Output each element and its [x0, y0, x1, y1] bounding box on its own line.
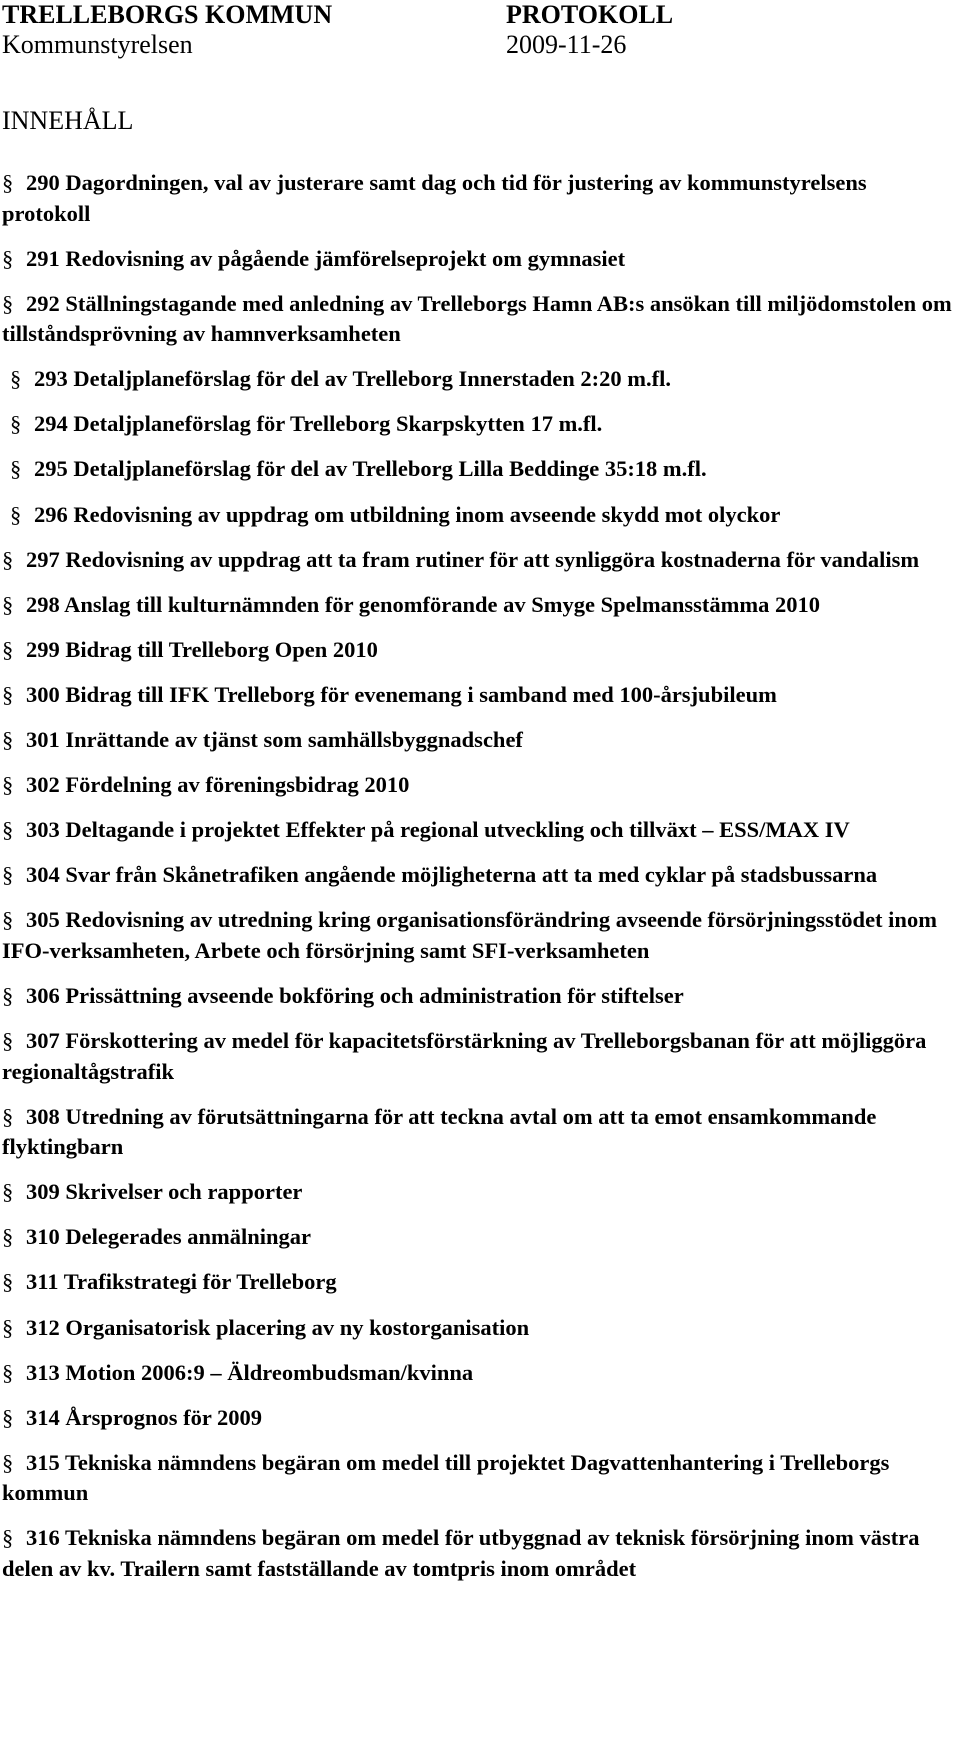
- paragraph-symbol-icon: §: [2, 983, 14, 1008]
- paragraph-symbol-icon: §: [2, 1269, 14, 1295]
- agenda-item: [2, 590, 952, 621]
- paragraph-symbol-icon: §: [2, 727, 14, 753]
- agenda-item-text: 302 Fördelning av föreningsbidrag 2010: [26, 772, 410, 798]
- agenda-item: [2, 1267, 952, 1298]
- paragraph-symbol-icon: §: [2, 245, 14, 271]
- paragraph-symbol-icon: §: [10, 366, 22, 392]
- agenda-item-text: 305 Redovisning av utredning kring organisationsförändring avseende försörjningsstödet inom IFO-verksamheten, Arbete och försörjning samt SFI-verksamheten: [2, 907, 937, 963]
- meeting-date: 2009-11-26: [506, 30, 627, 59]
- paragraph-symbol-icon: §: [2, 546, 14, 572]
- agenda-item: [2, 409, 952, 440]
- paragraph-symbol-icon: §: [2, 1179, 14, 1205]
- municipality-name: TRELLEBORGS KOMMUN: [2, 0, 333, 29]
- agenda-item-text: 309 Skrivelser och rapporter: [26, 1179, 303, 1205]
- agenda-item-text: 306 Prissättning avseende bokföring och administration för stiftelser: [26, 983, 684, 1008]
- agenda-item: [2, 815, 952, 846]
- agenda-item-text: 316 Tekniska nämndens begäran om medel för utbyggnad av teknisk försörjning inom västra delen av kv. Trailern samt fastställande av tomtpris inom området: [2, 1525, 920, 1581]
- contents-heading: INNEHÅLL: [2, 106, 134, 135]
- agenda-item: [2, 364, 952, 395]
- agenda-item-text: 303 Deltagande i projektet Effekter på regional utveckling och tillväxt – ESS/MAX IV: [26, 817, 850, 843]
- agenda-item: [2, 545, 952, 576]
- agenda-item: [2, 725, 952, 756]
- agenda-item: [2, 860, 952, 891]
- agenda-item-text: 291 Redovisning av pågående jämförelseprojekt om gymnasiet: [26, 245, 626, 271]
- paragraph-symbol-icon: §: [2, 1028, 14, 1054]
- agenda-item: [2, 680, 952, 711]
- paragraph-symbol-icon: §: [2, 1314, 14, 1340]
- agenda-item: [2, 635, 952, 666]
- agenda-item: [2, 1313, 952, 1344]
- agenda-item: [2, 1102, 952, 1163]
- agenda-item-text: 298 Anslag till kulturnämnden för genomförande av Smyge Spelmansstämma 2010: [26, 591, 821, 617]
- agenda-item: [2, 1523, 952, 1584]
- paragraph-symbol-icon: §: [2, 907, 14, 933]
- agenda-item-text: 313 Motion 2006:9 – Äldreombudsman/kvinna: [26, 1359, 474, 1385]
- agenda-item-text: 294 Detaljplaneförslag för Trelleborg Skarpskytten 17 m.fl.: [34, 411, 603, 437]
- agenda-item-text: 301 Inrättande av tjänst som samhällsbyggnadschef: [26, 727, 523, 753]
- agenda-item-text: 312 Organisatorisk placering av ny kostorganisation: [26, 1314, 530, 1340]
- document-type: PROTOKOLL: [506, 0, 674, 29]
- agenda-item: [2, 1358, 952, 1389]
- agenda-item-text: 311 Trafikstrategi för Trelleborg: [26, 1269, 337, 1295]
- paragraph-symbol-icon: §: [10, 411, 22, 437]
- paragraph-symbol-icon: §: [2, 1103, 14, 1129]
- agenda-item: [2, 981, 952, 1012]
- agenda-item-text: 300 Bidrag till IFK Trelleborg för evenemang i samband med 100-årsjubileum: [26, 681, 777, 707]
- paragraph-symbol-icon: §: [2, 1224, 14, 1250]
- paragraph-symbol-icon: §: [2, 1449, 14, 1475]
- paragraph-symbol-icon: §: [10, 456, 22, 482]
- paragraph-symbol-icon: §: [2, 681, 14, 707]
- agenda-item: [2, 1026, 952, 1087]
- agenda-item: [2, 1448, 952, 1509]
- document-header: [0, 0, 960, 70]
- agenda-item-text: 310 Delegerades anmälningar: [26, 1224, 311, 1250]
- paragraph-symbol-icon: §: [2, 772, 14, 798]
- agenda-item-text: 304 Svar från Skånetrafiken angående möjligheterna att ta med cyklar på stadsbussarna: [26, 862, 878, 888]
- agenda-item-text: 292 Ställningstagande med anledning av Trelleborgs Hamn AB:s ansökan till miljödomstolen om tillståndsprövning av hamnverksamheten: [2, 290, 952, 347]
- agenda-item-text: 314 Årsprognos för 2009: [26, 1404, 263, 1430]
- paragraph-symbol-icon: §: [2, 170, 14, 195]
- agenda-list: [2, 168, 952, 1599]
- agenda-item: [2, 244, 952, 275]
- agenda-item-text: 293 Detaljplaneförslag för del av Trelleborg Innerstaden 2:20 m.fl.: [34, 366, 672, 392]
- paragraph-symbol-icon: §: [2, 1525, 14, 1551]
- agenda-item: [2, 500, 952, 531]
- agenda-item: [2, 1222, 952, 1253]
- paragraph-symbol-icon: §: [2, 1404, 14, 1430]
- paragraph-symbol-icon: §: [2, 862, 14, 888]
- agenda-item: [2, 1177, 952, 1208]
- agenda-item-text: 295 Detaljplaneförslag för del av Trelleborg Lilla Beddinge 35:18 m.fl.: [34, 456, 707, 482]
- paragraph-symbol-icon: §: [2, 591, 14, 617]
- paragraph-symbol-icon: §: [10, 501, 22, 527]
- agenda-item-text: 296 Redovisning av uppdrag om utbildning inom avseende skydd mot olyckor: [34, 501, 781, 527]
- agenda-item: [2, 1403, 952, 1434]
- agenda-item: [2, 289, 952, 350]
- agenda-item-text: 297 Redovisning av uppdrag att ta fram rutiner för att synliggöra kostnaderna för vandalism: [26, 546, 920, 572]
- agenda-item: [2, 454, 952, 485]
- agenda-item-text: 315 Tekniska nämndens begäran om medel till projektet Dagvattenhantering i Trelleborgs kommun: [2, 1449, 890, 1506]
- paragraph-symbol-icon: §: [2, 817, 14, 843]
- agenda-item: [2, 770, 952, 801]
- paragraph-symbol-icon: §: [2, 1359, 14, 1385]
- agenda-item-text: 290 Dagordningen, val av justerare samt dag och tid för justering av kommunstyrelsens protokoll: [2, 170, 867, 226]
- agenda-item: [2, 905, 952, 966]
- committee-name: Kommunstyrelsen: [2, 30, 193, 59]
- agenda-item-text: 308 Utredning av förutsättningarna för att teckna avtal om att ta emot ensamkommande flyktingbarn: [2, 1103, 877, 1160]
- agenda-item-text: 299 Bidrag till Trelleborg Open 2010: [26, 636, 378, 662]
- paragraph-symbol-icon: §: [2, 290, 14, 316]
- agenda-item-text: 307 Förskottering av medel för kapacitetsförstärkning av Trelleborgsbanan för att möjliggöra regionaltågstrafik: [2, 1028, 927, 1084]
- paragraph-symbol-icon: §: [2, 636, 14, 662]
- agenda-item: [2, 168, 952, 229]
